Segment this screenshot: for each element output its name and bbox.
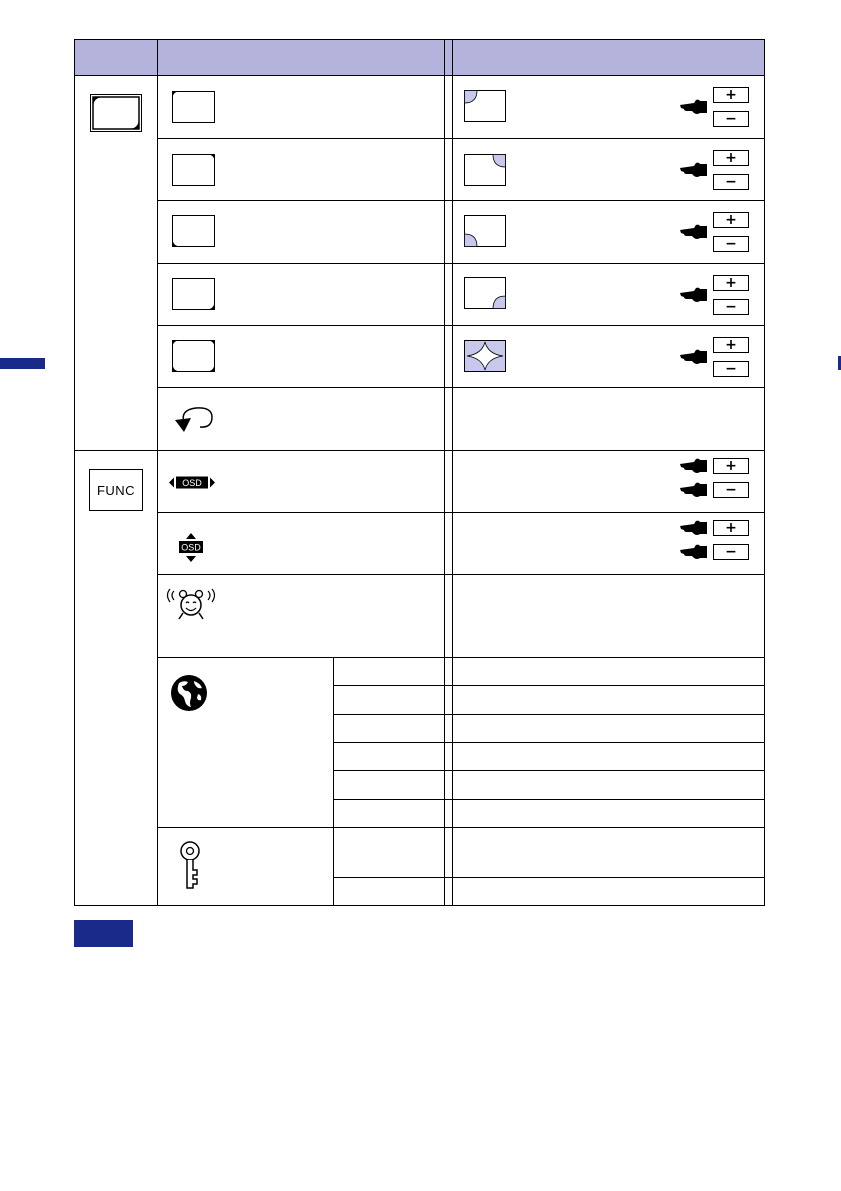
key-icon — [177, 840, 203, 890]
corner-top-left-icon — [172, 91, 215, 123]
alarm-clock-icon — [165, 585, 217, 625]
plus-button[interactable]: + — [713, 150, 749, 166]
plus-button[interactable]: + — [713, 87, 749, 103]
func-box-icon — [89, 469, 143, 511]
reset-arrow-icon — [172, 404, 216, 434]
minus-button[interactable]: − — [713, 111, 749, 127]
pointing-hand-icon — [680, 458, 708, 474]
pointing-hand-icon — [680, 287, 708, 303]
corner-top-right-icon — [172, 154, 215, 186]
pointing-hand-icon — [680, 544, 708, 560]
corner-bottom-left-swatch-icon — [464, 215, 506, 247]
plus-button[interactable]: + — [713, 458, 749, 474]
pointing-hand-icon — [680, 99, 708, 115]
osd-vertical-label: OSD — [181, 542, 201, 553]
osd-horizontal-position-icon — [169, 476, 215, 489]
corner-top-right-swatch-icon — [464, 154, 506, 186]
osd-horizontal-label: OSD — [182, 478, 202, 488]
corner-all-swatch-icon — [464, 340, 506, 372]
table-header — [74, 39, 764, 76]
minus-button[interactable]: − — [713, 544, 749, 560]
pointing-hand-icon — [680, 224, 708, 240]
pointing-hand-icon — [680, 520, 708, 536]
corner-bottom-right-swatch-icon — [464, 277, 506, 309]
minus-button[interactable]: − — [713, 174, 749, 190]
pointing-hand-icon — [680, 482, 708, 498]
osd-vertical-position-icon — [177, 533, 205, 562]
plus-button[interactable]: + — [713, 275, 749, 291]
func-label: FUNC — [96, 482, 136, 498]
plus-button[interactable]: + — [713, 212, 749, 228]
globe-icon — [170, 674, 208, 712]
minus-button[interactable]: − — [713, 482, 749, 498]
pointing-hand-icon — [680, 162, 708, 178]
plus-button[interactable]: + — [713, 520, 749, 536]
minus-button[interactable]: − — [713, 236, 749, 252]
corner-bottom-left-icon — [172, 215, 215, 247]
corner-top-left-swatch-icon — [464, 90, 506, 122]
minus-button[interactable]: − — [713, 361, 749, 377]
minus-button[interactable]: − — [713, 299, 749, 315]
note-badge — [74, 920, 133, 947]
corner-all-icon — [172, 340, 215, 372]
corner-bottom-right-icon — [172, 278, 215, 310]
screen-corner-icon — [90, 94, 142, 132]
left-section-tab — [0, 358, 45, 369]
pointing-hand-icon — [680, 349, 708, 365]
plus-button[interactable]: + — [713, 337, 749, 353]
